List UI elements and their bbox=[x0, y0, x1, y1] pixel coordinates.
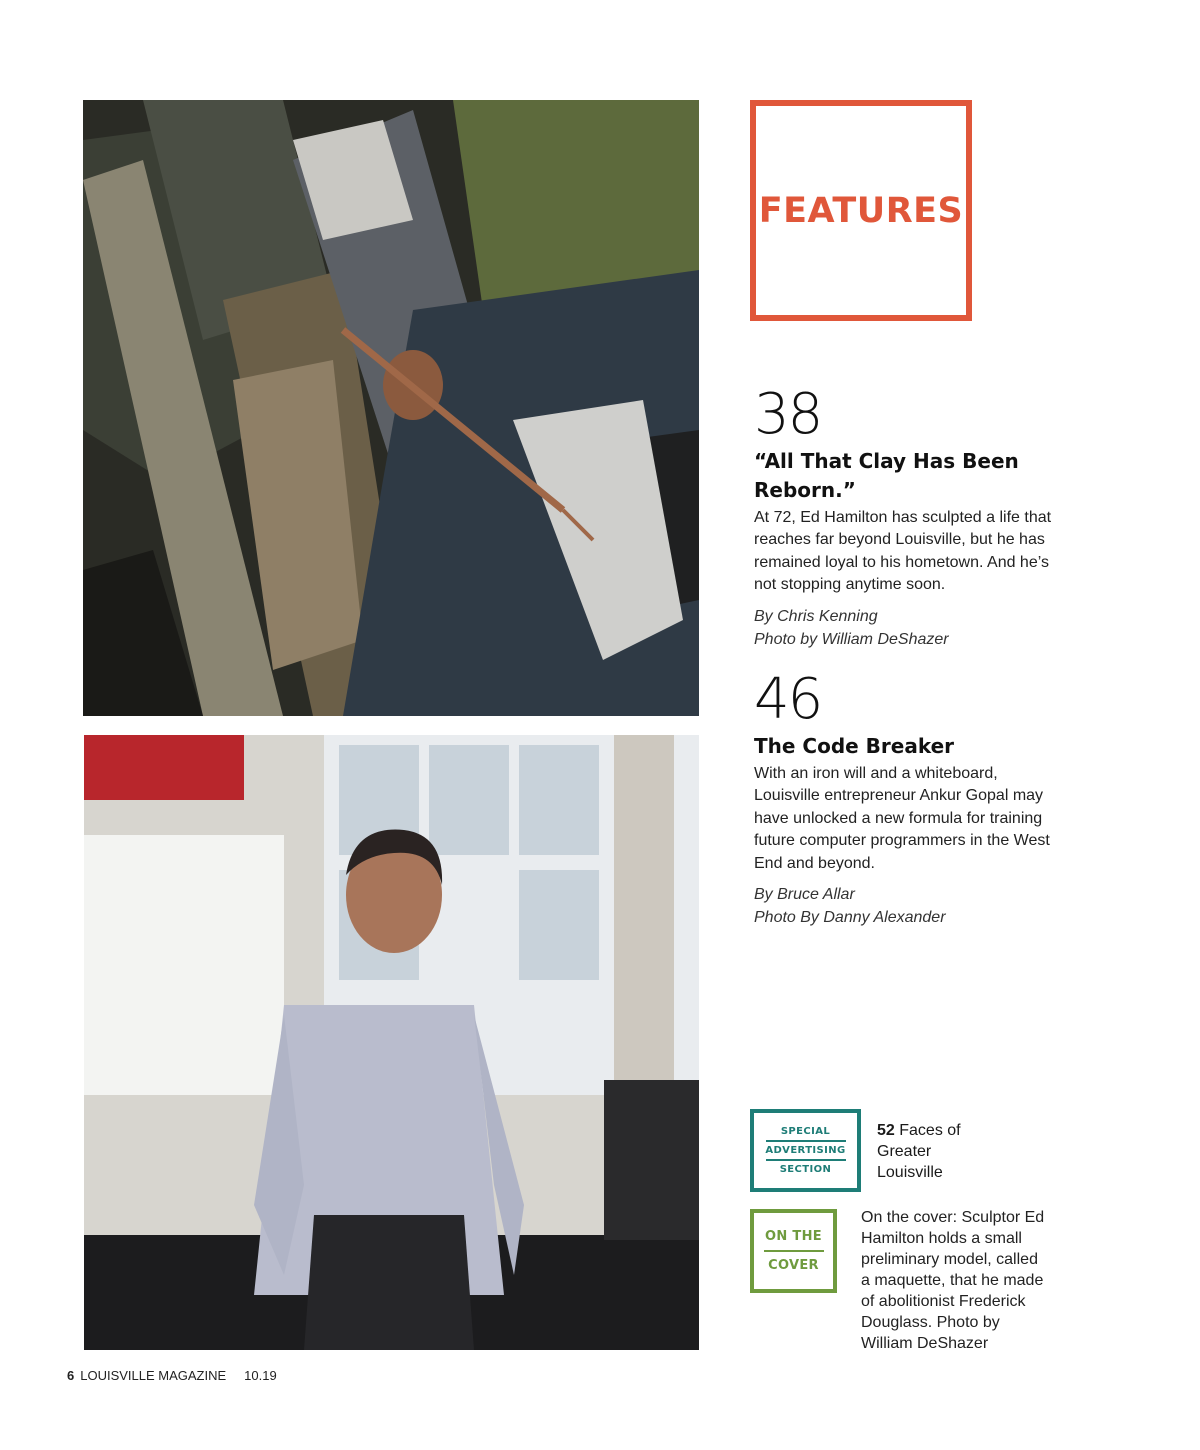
feature-story[interactable] bbox=[754, 667, 1054, 929]
sculptor-studio-photo bbox=[83, 100, 699, 716]
story-photo-credit: Photo By Danny Alexander bbox=[754, 909, 946, 927]
story-title[interactable]: The Code Breaker bbox=[754, 734, 955, 758]
badge-line: SECTION bbox=[779, 1164, 832, 1175]
badge-line: ADVERTISING bbox=[765, 1145, 846, 1156]
badge-line: ON THE bbox=[765, 1229, 822, 1244]
feature-story[interactable] bbox=[754, 382, 1054, 651]
badge-line: COVER bbox=[768, 1258, 819, 1273]
badge-divider bbox=[766, 1140, 846, 1142]
code-breaker-photo bbox=[84, 735, 699, 1350]
footer-page-number: 6 bbox=[67, 1368, 75, 1383]
special-section-entry[interactable] bbox=[877, 1120, 987, 1183]
story-photo-credit: Photo by William DeShazer bbox=[754, 630, 949, 648]
special-section-page: 52 bbox=[877, 1122, 895, 1139]
cover-description: On the cover: Sculptor Ed Hamilton holds a small preliminary model, called a maquette, that he made of abolitionist Frederick Douglass. Photo by William DeShazer bbox=[861, 1209, 1045, 1352]
on-the-cover-badge bbox=[750, 1209, 837, 1293]
badge-line: SPECIAL bbox=[780, 1126, 831, 1137]
features-heading-box bbox=[750, 100, 972, 321]
badge-divider bbox=[766, 1159, 846, 1161]
special-advertising-badge bbox=[750, 1109, 861, 1192]
story-byline: By Chris Kenning bbox=[754, 607, 878, 625]
story-byline: By Bruce Allar bbox=[754, 886, 855, 904]
page-footer bbox=[67, 1368, 277, 1383]
features-heading: FEATURES bbox=[758, 190, 964, 231]
footer-issue-date: 10.19 bbox=[244, 1368, 277, 1383]
footer-magazine-name: LOUISVILLE MAGAZINE bbox=[80, 1368, 227, 1383]
story-page-number: 46 bbox=[754, 667, 822, 732]
story-title[interactable]: “All That Clay Has Been Reborn.” bbox=[754, 449, 1019, 502]
story-description: With an iron will and a whiteboard, Louisville entrepreneur Ankur Gopal may have unlocked a new formula for training future computer programmers in the West End and beyond. bbox=[754, 765, 1050, 872]
story-page-number: 38 bbox=[754, 382, 822, 447]
story-description: At 72, Ed Hamilton has sculpted a life that reaches far beyond Louisville, but he has remained loyal to his hometown. And he’s not stopping anytime soon. bbox=[754, 509, 1052, 594]
special-section-title: Faces of Greater Louisville bbox=[877, 1122, 961, 1181]
badge-divider bbox=[764, 1250, 824, 1252]
